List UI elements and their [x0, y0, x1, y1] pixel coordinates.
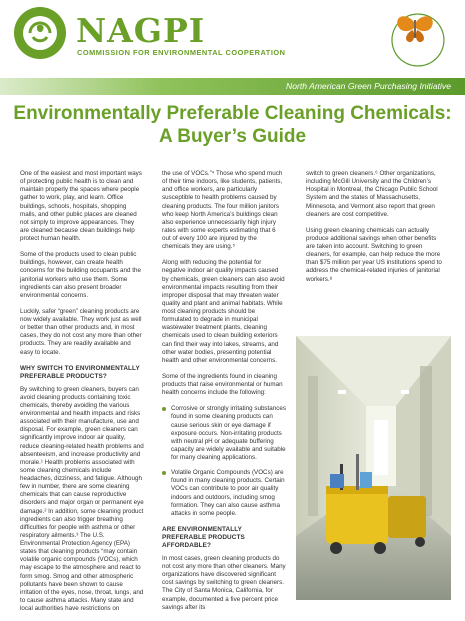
paragraph: Along with reducing the potential for negative indoor air quality impacts caused by chemicals, green cleaners can also avoid environmental impacts resulting from their improper disposal that may threaten water quality and plant and animal habitats. While most cleaning products should be formulated to degrade in municipal wastewater treatment plants, cleaning chemicals used to clean building exteriors can find their way into lakes, streams, and other water bodies, presenting potential health and other environmental concerns. — [162, 259, 285, 364]
paragraph: In most cases, green cleaning products do not cost any more than other cleaners. Many organizations have discovered significant cost savings by switching to green cleaners. The City of Santa Monica, California, for example, documented a five percent price savings after its — [162, 554, 286, 611]
list-item-text: Volatile Organic Compounds (VOCs) are found in many cleaning products. Certain VOCs can contribute to poor air quality indoors and outdoors, including smog formation. They can also cause asthma attacks in some people. — [171, 469, 285, 517]
paragraph: Some of the ingredients found in cleaning products that raise environmental or human health concerns include the following: — [162, 372, 283, 397]
janitor-cart-hallway-photo — [296, 336, 451, 600]
list-item — [162, 469, 286, 518]
paragraph: Some of the products used to clean public buildings, however, can create health concerns for the building occupants and the janitorial workers who use them. Some ingredients can also present broader environmental concerns. — [20, 251, 141, 299]
paragraph: switch to green cleaners.⁶ Other organizations, including McGill University and the Children’s Hospital in Montreal, the Chicago Public School System and the states of Massachusetts, Minnesota, and Vermont also report that green cleaners are cost competitive. — [306, 170, 438, 218]
initiative-text: North American Green Purchasing Initiative — [286, 81, 451, 91]
page-title: Environmentally Preferable Cleaning Chemicals: — [13, 103, 452, 124]
page-subtitle: A Buyer’s Guide — [158, 126, 307, 147]
brand-name: NAGPI — [76, 11, 206, 50]
paragraph: By switching to green cleaners, buyers can avoid cleaning products containing toxic chemicals, thereby avoiding the various environmental and health impacts and risks associated with their manufacture, use and disposal. For example, green cleaners can significantly improve indoor air quality, reduce cleaning-related health problems and absenteeism, and increase productivity and morale.¹ Health problems associated with some cleaning chemicals include headaches, dizziness, and fatigue. Although few in number, there are some cleaning chemicals that can cause reproductive disorders and major organ or permanent eye damage.² In addition, some cleaning product ingredients can also trigger breathing difficulties for people with asthma or other respiratory ailments.³ The U.S. Environmental Protection Agency (EPA) states that cleaning products “may contain volatile organic compounds (VOCs), which may escape to the atmosphere and react to form smog. Smog and other atmospheric pollutants have been shown to cause irritation of the eyes, nose, throat, lungs, and to cause asthma attacks. Many state and local authorities have restrictions on — [20, 385, 144, 612]
nagpi-seal-icon — [13, 6, 67, 60]
section-heading: ARE ENVIRONMENTALLY PREFERABLE PRODUCTS AFFORDABLE? — [162, 525, 245, 549]
concerns-list — [162, 405, 286, 518]
list-item — [162, 405, 286, 462]
column-2 — [162, 170, 286, 620]
column-3 — [306, 170, 446, 292]
paragraph: Using green cleaning chemicals can actually produce additional savings when other benefits are taken into account. Switching to green cleaners, for example, can help reduce the more than $75 million per year US institutions spend to address the chemical-related injuries of janitorial workers.⁸ — [306, 226, 442, 283]
paragraph: Luckily, safer “green” cleaning products are now widely available. They work just as well or better than other products and, in most cases, they do not cost any more than other products. They are readily available and easy to locate. — [20, 307, 142, 356]
section-heading: WHY SWITCH TO ENVIRONMENTALLY PREFERABLE PRODUCTS? — [20, 364, 140, 380]
column-1 — [20, 170, 144, 621]
bullet-icon — [162, 471, 166, 475]
bullet-icon — [162, 407, 166, 411]
paragraph: the use of VOCs.”⁴ Those who spend much of their time indoors, like students, patients, and office workers, are particularly susceptible to health problems caused by cleaning products. The four million janitors who keep North America’s buildings clean also experience unnecessarily high injury rates with some experts estimating that 6 out of every 100 are injured by the chemicals they are using.⁵ — [162, 170, 283, 251]
list-item-text: Corrosive or strongly irritating substances found in some cleaning products can cause serious skin or eye damage if exposure occurs. Non-irritating products with neutral pH or adequate buffering capacity are widely available and suitable for many cleaning applications. — [171, 405, 286, 461]
paragraph: One of the easiest and most important ways of protecting public health is to clean and maintain properly the spaces where people gather to work, play, and learn. Office buildings, schools, hospitals, shopping malls, and other public places are cleaned not simply to improve appearances. They are cleaned because clean buildings help protect human health. — [20, 170, 142, 242]
brand-subtitle: COMMISSION FOR ENVIRONMENTAL COOPERATION — [77, 48, 286, 57]
page-header — [0, 0, 465, 78]
initiative-banner — [0, 78, 465, 95]
butterfly-seal-icon — [386, 8, 450, 70]
